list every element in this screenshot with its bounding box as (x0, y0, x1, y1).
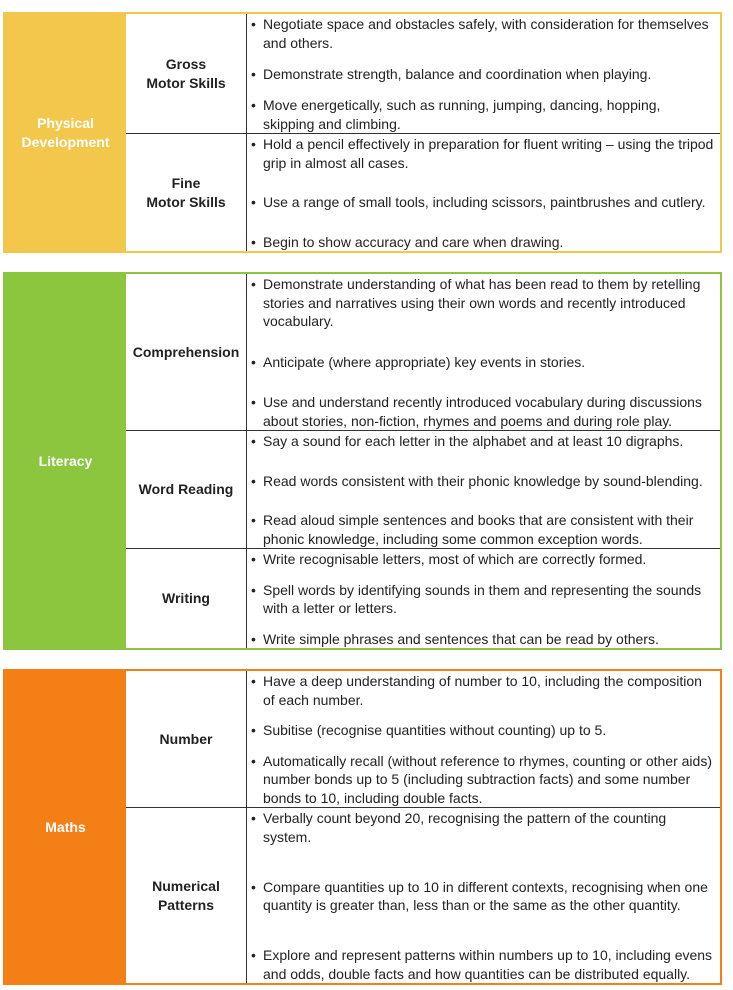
literacy-section (3, 272, 722, 650)
goal-item: • Compare quantities up to 10 in different contexts, recognising when one quantity is greater than, less than or the same as the other quantity. (247, 878, 714, 915)
area-heading: Maths (5, 671, 126, 983)
goal-list (247, 134, 720, 251)
aspect-rows (126, 14, 720, 251)
table-row (126, 807, 720, 983)
goal-item: • Say a sound for each letter in the alphabet and at least 10 digraphs. (247, 432, 714, 451)
goal-list (247, 274, 720, 430)
aspect-label: Comprehension (126, 274, 247, 430)
goal-item: • Demonstrate strength, balance and coordination when playing. (247, 65, 714, 84)
aspect-label: Fine Motor Skills (126, 134, 247, 251)
goal-list (247, 808, 720, 983)
physical-development-section (3, 12, 722, 253)
area-heading: Physical Development (5, 14, 126, 251)
table-row (126, 430, 720, 548)
goal-item: • Automatically recall (without reference to rhymes, counting or other aids) number bonds up to 5 (including subtraction facts) and some number bonds to 10, including double facts. (247, 752, 714, 808)
goal-item: • Negotiate space and obstacles safely, with consideration for themselves and others. (247, 15, 714, 52)
aspect-label: Writing (126, 549, 247, 648)
goal-item: • Move energetically, such as running, jumping, dancing, hopping, skipping and climbing. (247, 96, 714, 133)
goal-item: • Have a deep understanding of number to 10, including the composition of each number. (247, 672, 714, 709)
goal-item: • Write recognisable letters, most of which are correctly formed. (247, 550, 714, 569)
goal-item: • Read aloud simple sentences and books that are consistent with their phonic knowledge, including some common exception words. (247, 511, 714, 548)
goal-list (247, 431, 720, 548)
table-row (126, 14, 720, 133)
goal-item: • Demonstrate understanding of what has been read to them by retelling stories and narratives using their own words and recently introduced vocabulary. (247, 275, 714, 331)
aspect-rows (126, 671, 720, 983)
aspect-rows (126, 274, 720, 648)
aspect-label: Word Reading (126, 431, 247, 548)
goal-list (247, 14, 720, 133)
table-row (126, 274, 720, 430)
aspect-label: Number (126, 671, 247, 807)
table-row (126, 548, 720, 648)
goal-item: • Use a range of small tools, including scissors, paintbrushes and cutlery. (247, 193, 714, 212)
goal-item: • Write simple phrases and sentences that can be read by others. (247, 630, 714, 649)
maths-section (3, 669, 722, 985)
goal-item: • Begin to show accuracy and care when drawing. (247, 233, 714, 252)
table-row (126, 671, 720, 807)
goal-item: • Subitise (recognise quantities without counting) up to 5. (247, 721, 714, 740)
aspect-label: Gross Motor Skills (126, 14, 247, 133)
goal-item: • Use and understand recently introduced vocabulary during discussions about stories, non-fiction, rhymes and poems and during role play. (247, 393, 714, 430)
goal-list (247, 549, 720, 648)
goal-item: • Anticipate (where appropriate) key events in stories. (247, 353, 714, 372)
goal-item: • Read words consistent with their phonic knowledge by sound-blending. (247, 472, 714, 491)
goal-item: • Explore and represent patterns within numbers up to 10, including evens and odds, double facts and how quantities can be distributed equally. (247, 946, 714, 983)
goal-item: • Hold a pencil effectively in preparation for fluent writing – using the tripod grip in almost all cases. (247, 135, 714, 172)
goal-item: • Verbally count beyond 20, recognising the pattern of the counting system. (247, 809, 714, 846)
goal-item: • Spell words by identifying sounds in them and representing the sounds with a letter or letters. (247, 581, 714, 618)
goal-list (247, 671, 720, 807)
aspect-label: Numerical Patterns (126, 808, 247, 983)
area-heading: Literacy (5, 274, 126, 648)
table-row (126, 133, 720, 251)
